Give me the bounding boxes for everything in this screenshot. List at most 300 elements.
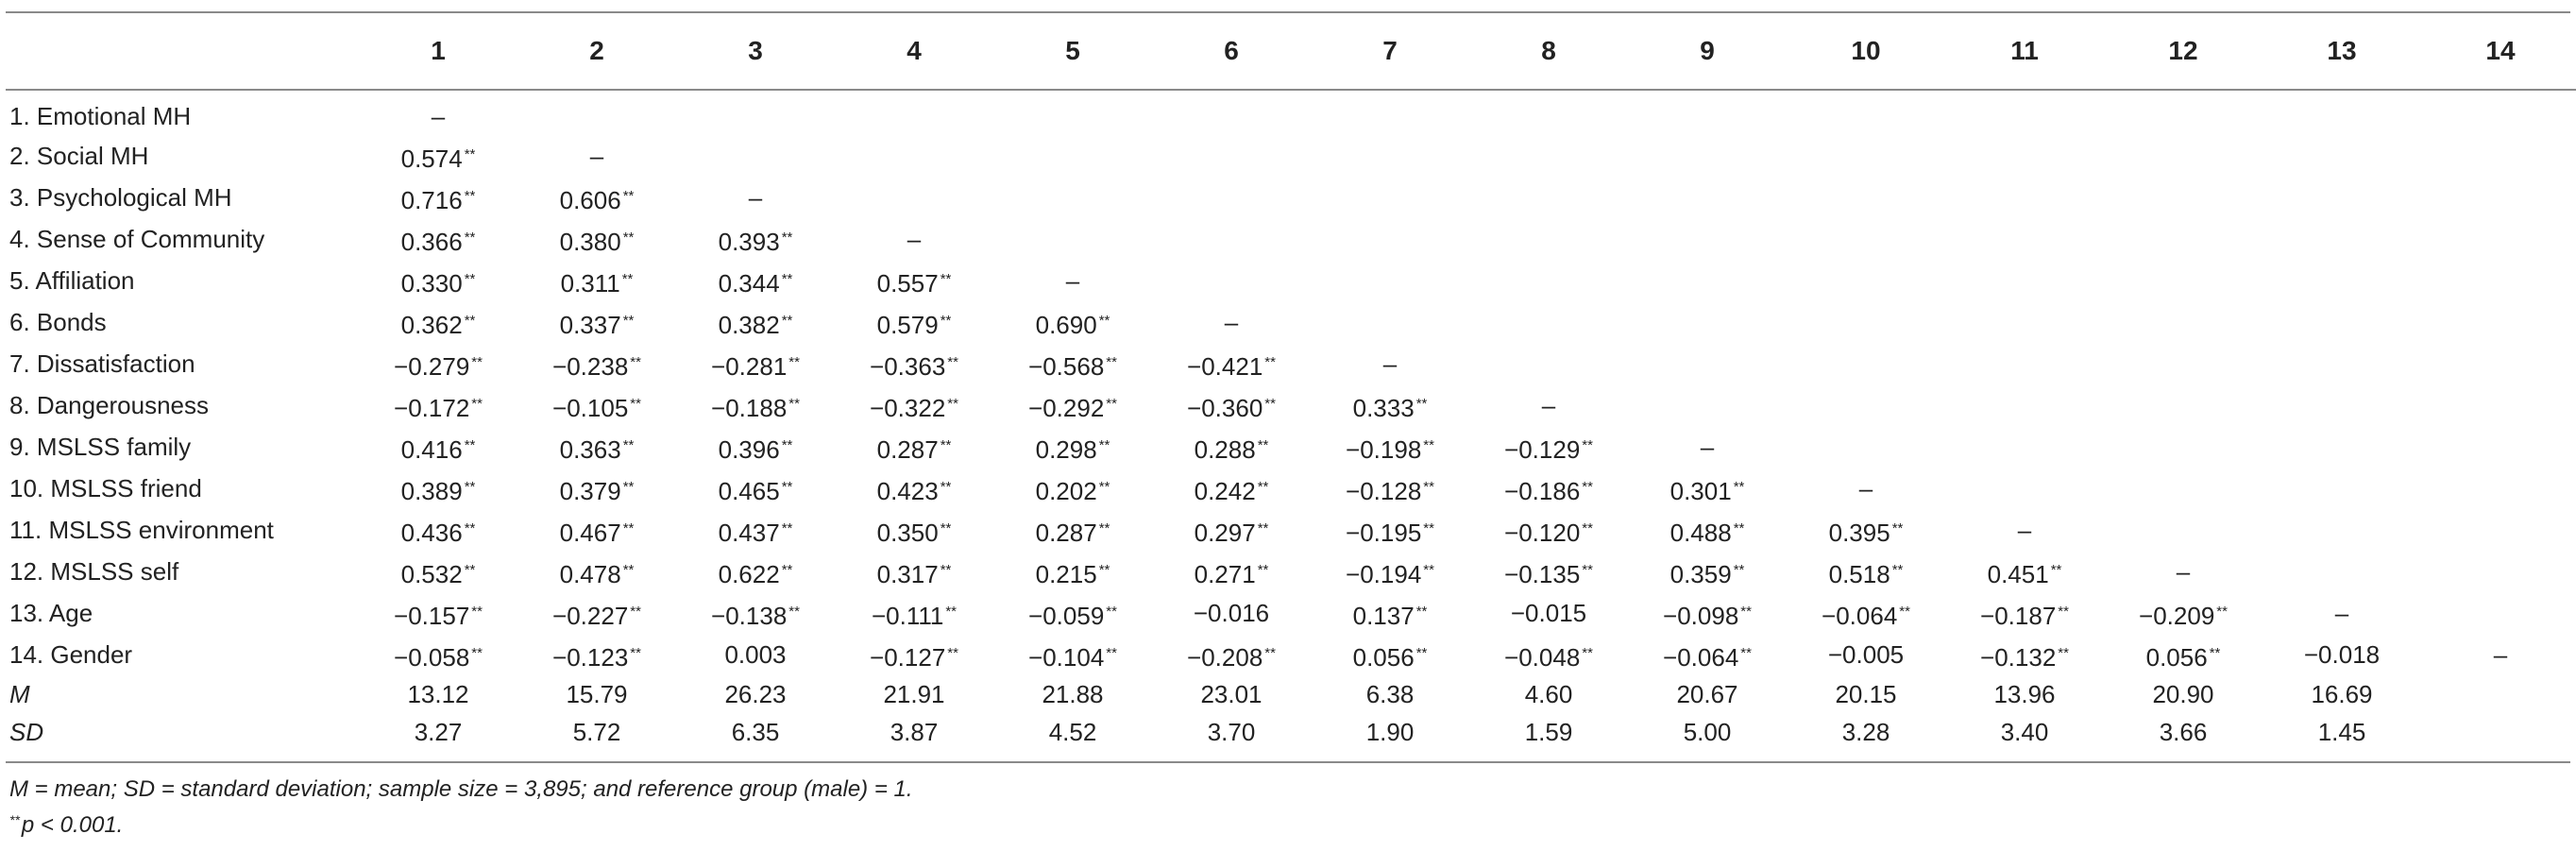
cell-value: 0.606	[559, 185, 621, 214]
cell-value: −0.005	[1827, 640, 1905, 670]
table-row	[6, 593, 2576, 635]
cell-value: 13.12	[407, 680, 469, 709]
cell-value: 0.333	[1352, 393, 1415, 422]
table-cell	[517, 136, 676, 178]
table-cell	[517, 344, 676, 385]
table-cell	[2104, 90, 2262, 136]
cell-value: 0.557	[876, 268, 939, 298]
table-cell	[835, 90, 993, 136]
table-cell	[1787, 427, 1945, 468]
table-cell	[1787, 261, 1945, 302]
cell-value: 0.467	[559, 518, 621, 547]
table-cell	[2104, 178, 2262, 219]
column-header-6: 6	[1152, 13, 1311, 90]
cell-value: −0.129	[1504, 434, 1581, 464]
table-cell	[1469, 713, 1628, 751]
cell-value: −0.360	[1187, 393, 1263, 422]
cell-value: 0.574	[400, 144, 463, 173]
table-cell	[993, 219, 1152, 261]
table-cell	[835, 344, 993, 385]
cell-value: 0.380	[559, 227, 621, 256]
cell-value: 5.72	[572, 717, 621, 746]
cell-value: 0.330	[400, 268, 463, 298]
correlation-table	[6, 13, 2576, 751]
table-cell	[676, 302, 835, 344]
column-header-14: 14	[2421, 13, 2576, 90]
table-cell	[1152, 468, 1311, 510]
cell-value: 6.38	[1365, 680, 1415, 709]
table-cell	[1152, 552, 1311, 593]
table-cell	[2421, 90, 2576, 136]
table-cell	[1152, 593, 1311, 635]
table-cell	[1152, 427, 1311, 468]
table-cell	[993, 261, 1152, 302]
significance-marker: **	[1423, 478, 1434, 495]
table-cell	[835, 510, 993, 552]
table-cell	[993, 713, 1152, 751]
significance-marker: **	[622, 229, 635, 246]
table-cell	[676, 427, 835, 468]
cell-value: –	[907, 225, 922, 254]
cell-value: −0.227	[552, 601, 629, 630]
table-cell	[2104, 136, 2262, 178]
cell-value: 0.317	[876, 559, 939, 588]
column-header-1: 1	[359, 13, 517, 90]
cell-value: 0.288	[1194, 434, 1256, 464]
cell-value: 16.69	[2311, 680, 2373, 709]
table-cell	[2262, 468, 2421, 510]
cell-value: –	[2017, 516, 2032, 545]
table-row	[6, 635, 2576, 676]
significance-marker: **	[1257, 478, 1269, 495]
cell-value: 0.298	[1035, 434, 1097, 464]
table-cell	[1628, 302, 1787, 344]
table-cell	[2104, 510, 2262, 552]
significance-marker: **	[464, 561, 476, 578]
table-cell	[1628, 635, 1787, 676]
cell-value: 0.271	[1194, 559, 1256, 588]
table-cell	[1469, 178, 1628, 219]
cell-value: 0.389	[400, 476, 463, 505]
table-cell	[517, 178, 676, 219]
table-cell	[835, 302, 993, 344]
table-cell	[1311, 261, 1469, 302]
table-cell	[517, 713, 676, 751]
table-cell	[517, 385, 676, 427]
significance-marker: **	[1264, 353, 1276, 370]
significance-marker: **	[9, 812, 20, 827]
significance-marker: **	[2058, 644, 2069, 661]
table-cell	[1945, 427, 2104, 468]
significance-marker: **	[630, 603, 641, 620]
cell-value: 0.362	[400, 310, 463, 339]
cell-value: 3.27	[414, 717, 463, 746]
table-row	[6, 344, 2576, 385]
significance-note	[9, 812, 123, 839]
significance-marker: **	[464, 145, 476, 162]
cell-value: −0.132	[1980, 642, 2057, 672]
cell-value: 0.287	[1035, 518, 1097, 547]
table-cell	[2104, 468, 2262, 510]
cell-value: −0.064	[1663, 642, 1739, 672]
table-cell	[1628, 468, 1787, 510]
table-row	[6, 136, 2576, 178]
table-cell	[1469, 468, 1628, 510]
significance-marker: **	[947, 644, 958, 661]
table-cell	[835, 427, 993, 468]
table-cell	[1311, 136, 1469, 178]
table-cell	[993, 593, 1152, 635]
table-cell	[2262, 552, 2421, 593]
table-cell	[676, 468, 835, 510]
cell-value: −0.105	[552, 393, 629, 422]
cell-value: 0.366	[400, 227, 463, 256]
table-cell	[1628, 510, 1787, 552]
row-label: 10. MSLSS friend	[9, 474, 202, 503]
row-label: 5. Affiliation	[9, 266, 135, 296]
table-cell	[2104, 385, 2262, 427]
column-header-13: 13	[2262, 13, 2421, 90]
table-cell	[2104, 552, 2262, 593]
cell-value: –	[2176, 557, 2191, 587]
significance-marker: **	[1733, 478, 1745, 495]
table-cell	[835, 261, 993, 302]
cell-value: 3.28	[1841, 717, 1890, 746]
table-cell	[2421, 219, 2576, 261]
significance-marker: **	[1740, 603, 1752, 620]
table-cell	[993, 302, 1152, 344]
table-cell	[2104, 219, 2262, 261]
table-cell	[1945, 593, 2104, 635]
table-row	[6, 427, 2576, 468]
column-header-8: 8	[1469, 13, 1628, 90]
table-cell	[1787, 552, 1945, 593]
table-cell	[1469, 302, 1628, 344]
table-cell	[2262, 385, 2421, 427]
table-cell	[1945, 90, 2104, 136]
table-cell	[993, 468, 1152, 510]
table-cell	[676, 713, 835, 751]
cell-value: –	[1700, 433, 1715, 462]
significance-marker: **	[471, 353, 483, 370]
significance-marker: **	[1582, 436, 1593, 453]
table-cell	[2262, 302, 2421, 344]
table-cell	[1311, 302, 1469, 344]
table-cell	[1311, 676, 1469, 714]
table-cell	[517, 302, 676, 344]
table-cell	[517, 676, 676, 714]
table-cell	[1152, 90, 1311, 136]
significance-marker: **	[2058, 603, 2069, 620]
table-cell	[1787, 219, 1945, 261]
table-cell	[359, 676, 517, 714]
table-cell	[1311, 468, 1469, 510]
cell-value: −0.111	[871, 601, 944, 630]
cell-value: 0.363	[559, 434, 621, 464]
significance-marker: **	[2050, 561, 2062, 578]
cell-value: 3.66	[2159, 717, 2208, 746]
table-cell	[1787, 468, 1945, 510]
table-cell	[1469, 261, 1628, 302]
significance-marker: **	[1415, 395, 1428, 412]
cell-value: 0.532	[400, 559, 463, 588]
table-cell	[1152, 178, 1311, 219]
table-cell	[1152, 713, 1311, 751]
cell-value: –	[1224, 308, 1239, 337]
significance-text: p < 0.001.	[21, 812, 124, 838]
table-cell	[2421, 468, 2576, 510]
significance-marker: **	[1257, 436, 1269, 453]
table-cell	[1469, 427, 1628, 468]
table-cell	[1152, 510, 1311, 552]
significance-marker: **	[940, 561, 952, 578]
table-cell	[2262, 676, 2421, 714]
cell-value: −0.421	[1187, 351, 1263, 381]
column-header-11: 11	[1945, 13, 2104, 90]
table-cell	[1787, 713, 1945, 751]
cell-value: −0.098	[1663, 601, 1739, 630]
table-cell	[359, 713, 517, 751]
significance-marker: **	[1264, 644, 1276, 661]
significance-marker: **	[947, 353, 958, 370]
table-cell	[517, 219, 676, 261]
significance-marker: **	[788, 395, 800, 412]
cell-value: –	[2493, 640, 2508, 670]
cell-value: 4.60	[1524, 680, 1573, 709]
table-cell	[1469, 90, 1628, 136]
table-cell	[676, 261, 835, 302]
cell-value: 0.690	[1035, 310, 1097, 339]
table-cell	[2262, 427, 2421, 468]
significance-marker: **	[1891, 561, 1904, 578]
table-cell	[2421, 136, 2576, 178]
table-cell	[1469, 385, 1628, 427]
significance-marker: **	[1098, 312, 1110, 329]
table-cell	[1945, 468, 2104, 510]
cell-value: 0.518	[1828, 559, 1890, 588]
cell-value: −0.198	[1346, 434, 1422, 464]
significance-marker: **	[781, 478, 793, 495]
table-cell	[1152, 385, 1311, 427]
cell-value: 0.437	[718, 518, 780, 547]
table-cell	[1945, 136, 2104, 178]
table-cell	[993, 344, 1152, 385]
table-cell	[2421, 676, 2576, 714]
cell-value: 0.488	[1669, 518, 1732, 547]
significance-marker: **	[464, 229, 476, 246]
row-label: 3. Psychological MH	[9, 183, 232, 213]
cell-value: −0.281	[711, 351, 788, 381]
table-cell	[1311, 178, 1469, 219]
table-body	[6, 90, 2576, 751]
table-row	[6, 468, 2576, 510]
table-cell	[517, 427, 676, 468]
table-cell	[517, 593, 676, 635]
table-cell	[1628, 261, 1787, 302]
significance-marker: **	[1582, 561, 1593, 578]
table-row	[6, 676, 2576, 714]
table-row	[6, 385, 2576, 427]
cell-value: −0.187	[1980, 601, 2057, 630]
significance-marker: **	[781, 229, 793, 246]
table-cell	[676, 593, 835, 635]
row-label: 1. Emotional MH	[9, 102, 192, 131]
table-cell	[1469, 552, 1628, 593]
table-row	[6, 219, 2576, 261]
table-cell	[2421, 385, 2576, 427]
table-cell	[359, 468, 517, 510]
table-cell	[1311, 427, 1469, 468]
cell-value: 0.379	[559, 476, 621, 505]
cell-value: −0.127	[870, 642, 946, 672]
significance-marker: **	[1733, 561, 1745, 578]
significance-marker: **	[630, 353, 641, 370]
cell-value: 0.215	[1035, 559, 1097, 588]
table-cell	[1945, 344, 2104, 385]
table-cell	[359, 261, 517, 302]
cell-value: −0.194	[1346, 559, 1422, 588]
row-label: 2. Social MH	[9, 142, 149, 171]
table-cell	[1945, 302, 2104, 344]
column-header-9: 9	[1628, 13, 1787, 90]
row-label: 11. MSLSS environment	[9, 516, 274, 545]
significance-marker: **	[1423, 561, 1434, 578]
significance-marker: **	[2209, 644, 2221, 661]
significance-marker: **	[464, 270, 476, 287]
significance-marker: **	[940, 478, 952, 495]
table-cell	[1469, 593, 1628, 635]
cell-value: 1.90	[1365, 717, 1415, 746]
row-label: SD	[9, 717, 44, 746]
table-cell	[1945, 552, 2104, 593]
significance-marker: **	[1098, 519, 1110, 536]
significance-marker: **	[622, 312, 635, 329]
significance-marker: **	[1740, 644, 1752, 661]
table-cell	[2262, 136, 2421, 178]
table-cell	[835, 178, 993, 219]
table-cell	[2104, 344, 2262, 385]
cell-value: 0.311	[560, 268, 620, 298]
table-cell	[993, 136, 1152, 178]
table-cell	[517, 468, 676, 510]
cell-value: 0.478	[559, 559, 621, 588]
table-cell	[2262, 219, 2421, 261]
table-cell	[993, 385, 1152, 427]
row-label: 9. MSLSS family	[9, 433, 192, 462]
cell-value: –	[1858, 474, 1873, 503]
table-cell	[676, 385, 835, 427]
significance-marker: **	[1098, 436, 1110, 453]
table-cell	[1628, 676, 1787, 714]
cell-value: 0.003	[724, 640, 787, 670]
cell-value: 0.436	[400, 518, 463, 547]
table-cell	[2421, 178, 2576, 219]
significance-marker: **	[781, 270, 793, 287]
cell-value: 0.382	[718, 310, 780, 339]
table-row	[6, 713, 2576, 751]
table-cell	[676, 552, 835, 593]
cell-value: 0.337	[559, 310, 621, 339]
table-cell	[993, 90, 1152, 136]
table-cell	[676, 136, 835, 178]
table-cell	[2262, 713, 2421, 751]
cell-value: −0.123	[552, 642, 629, 672]
table-cell	[517, 552, 676, 593]
table-cell	[517, 261, 676, 302]
table-cell	[835, 136, 993, 178]
cell-value: 3.70	[1207, 717, 1256, 746]
table-cell	[2262, 344, 2421, 385]
bottom-rule	[6, 761, 2570, 763]
cell-value: 0.396	[718, 434, 780, 464]
cell-value: −0.195	[1346, 518, 1422, 547]
table-cell	[1469, 635, 1628, 676]
cell-value: −0.292	[1028, 393, 1105, 422]
table-cell	[2262, 261, 2421, 302]
cell-value: 0.359	[1669, 559, 1732, 588]
significance-marker: **	[781, 436, 793, 453]
cell-value: 20.90	[2152, 680, 2214, 709]
cell-value: 0.297	[1194, 518, 1256, 547]
cell-value: 0.137	[1352, 601, 1415, 630]
row-label: 12. MSLSS self	[9, 557, 179, 587]
table-cell	[1311, 344, 1469, 385]
table-cell	[1945, 676, 2104, 714]
table-cell	[2104, 676, 2262, 714]
significance-marker: **	[1106, 353, 1117, 370]
table-cell	[1469, 136, 1628, 178]
cell-value: 0.056	[1352, 642, 1415, 672]
significance-marker: **	[1106, 395, 1117, 412]
cell-value: −0.209	[2139, 601, 2215, 630]
table-cell	[1787, 676, 1945, 714]
significance-marker: **	[940, 519, 952, 536]
table-cell	[1628, 713, 1787, 751]
cell-value: –	[589, 142, 604, 171]
table-cell	[993, 676, 1152, 714]
cell-value: −0.157	[394, 601, 470, 630]
cell-value: −0.279	[394, 351, 470, 381]
cell-value: –	[1541, 391, 1556, 420]
cell-value: −0.135	[1504, 559, 1581, 588]
cell-value: –	[431, 102, 446, 131]
cell-value: 3.40	[2000, 717, 2049, 746]
cell-value: 26.23	[724, 680, 787, 709]
significance-marker: **	[781, 312, 793, 329]
cell-value: 20.15	[1835, 680, 1897, 709]
significance-marker: **	[1891, 519, 1904, 536]
table-cell	[2262, 178, 2421, 219]
table-cell	[2104, 302, 2262, 344]
table-cell	[1628, 593, 1787, 635]
table-cell	[359, 178, 517, 219]
cell-value: –	[1382, 349, 1398, 379]
column-header-5: 5	[993, 13, 1152, 90]
cell-value: 0.242	[1194, 476, 1256, 505]
significance-marker: **	[1257, 561, 1269, 578]
table-cell	[835, 468, 993, 510]
table-cell	[676, 219, 835, 261]
table-cell	[359, 552, 517, 593]
cell-value: 0.202	[1035, 476, 1097, 505]
table-cell	[835, 713, 993, 751]
table-cell	[835, 676, 993, 714]
cell-value: 0.716	[400, 185, 463, 214]
cell-value: −0.188	[711, 393, 788, 422]
table-cell	[2104, 427, 2262, 468]
cell-value: −0.016	[1193, 599, 1270, 628]
table-cell	[359, 219, 517, 261]
